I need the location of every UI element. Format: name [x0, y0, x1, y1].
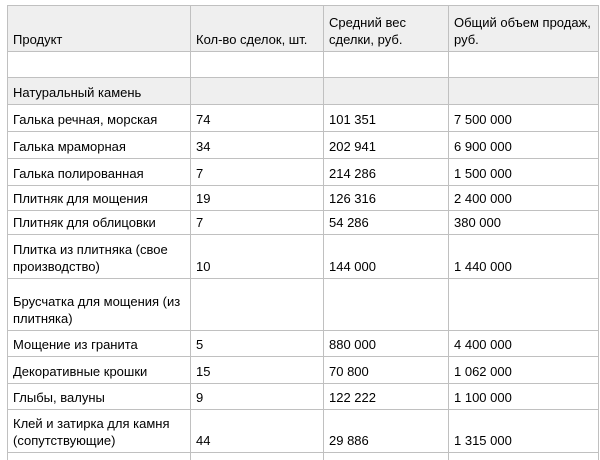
- total-sales-cell: 1 100 000: [449, 384, 599, 410]
- empty-cell: [191, 78, 324, 105]
- avg-deal-cell: 214 286: [324, 159, 449, 186]
- table-row: [8, 186, 599, 211]
- deals-cell: 10: [191, 235, 324, 279]
- deals-cell: 15: [191, 357, 324, 384]
- total-sales-cell: 1 500 000: [449, 159, 599, 186]
- section-header-cell: Натуральный камень: [8, 78, 191, 105]
- section-header-row: [8, 78, 599, 105]
- deals-cell: 7: [191, 211, 324, 235]
- product-cell: Галька речная, морская: [8, 105, 191, 132]
- deals-cell: 5: [191, 331, 324, 357]
- avg-deal-cell: 54 286: [324, 211, 449, 235]
- table-row: [8, 357, 599, 384]
- avg-deal-cell: [324, 279, 449, 331]
- deals-cell: 19: [191, 186, 324, 211]
- empty-cell: [324, 453, 449, 460]
- table-row: [8, 279, 599, 331]
- deals-cell: [191, 279, 324, 331]
- table-row: [8, 235, 599, 279]
- total-sales-cell: 6 900 000: [449, 132, 599, 159]
- product-cell: Плитка из плитняка (свое производство): [8, 235, 191, 279]
- table-row: [8, 159, 599, 186]
- total-sales-cell: 1 315 000: [449, 410, 599, 453]
- deals-cell: 9: [191, 384, 324, 410]
- total-sales-cell: 380 000: [449, 211, 599, 235]
- product-cell: Галька полированная: [8, 159, 191, 186]
- product-cell: Галька мраморная: [8, 132, 191, 159]
- deals-cell: 44: [191, 410, 324, 453]
- empty-cell: [449, 78, 599, 105]
- avg-deal-cell: 70 800: [324, 357, 449, 384]
- deals-cell: 7: [191, 159, 324, 186]
- product-cell: Мощение из гранита: [8, 331, 191, 357]
- table-header-row: [8, 6, 599, 52]
- partial-row: [8, 453, 599, 460]
- table-row: [8, 331, 599, 357]
- empty-row: [8, 52, 599, 78]
- table-row: [8, 410, 599, 453]
- empty-cell: [449, 52, 599, 78]
- empty-cell: [8, 453, 191, 460]
- product-cell: Брусчатка для мощения (из плитняка): [8, 279, 191, 331]
- total-sales-cell: 7 500 000: [449, 105, 599, 132]
- product-cell: Декоративные крошки: [8, 357, 191, 384]
- product-cell: Глыбы, валуны: [8, 384, 191, 410]
- empty-cell: [191, 453, 324, 460]
- sales-table: [7, 5, 599, 460]
- table-row: [8, 105, 599, 132]
- deals-cell: 74: [191, 105, 324, 132]
- total-sales-cell: 4 400 000: [449, 331, 599, 357]
- column-header-avg-deal: Средний вес сделки, руб.: [324, 6, 449, 52]
- empty-cell: [449, 453, 599, 460]
- total-sales-cell: 1 440 000: [449, 235, 599, 279]
- avg-deal-cell: 202 941: [324, 132, 449, 159]
- product-cell: Клей и затирка для камня (сопутствующие): [8, 410, 191, 453]
- deals-cell: 34: [191, 132, 324, 159]
- total-sales-cell: 1 062 000: [449, 357, 599, 384]
- column-header-total-sales: Общий объем продаж, руб.: [449, 6, 599, 52]
- avg-deal-cell: 101 351: [324, 105, 449, 132]
- avg-deal-cell: 144 000: [324, 235, 449, 279]
- table-row: [8, 211, 599, 235]
- total-sales-cell: 2 400 000: [449, 186, 599, 211]
- empty-cell: [8, 52, 191, 78]
- empty-cell: [324, 78, 449, 105]
- product-cell: Плитняк для мощения: [8, 186, 191, 211]
- avg-deal-cell: 126 316: [324, 186, 449, 211]
- table-row: [8, 132, 599, 159]
- empty-cell: [191, 52, 324, 78]
- product-cell: Плитняк для облицовки: [8, 211, 191, 235]
- table-row: [8, 384, 599, 410]
- column-header-product: Продукт: [8, 6, 191, 52]
- total-sales-cell: [449, 279, 599, 331]
- avg-deal-cell: 880 000: [324, 331, 449, 357]
- avg-deal-cell: 29 886: [324, 410, 449, 453]
- column-header-deals-count: Кол-во сделок, шт.: [191, 6, 324, 52]
- empty-cell: [324, 52, 449, 78]
- avg-deal-cell: 122 222: [324, 384, 449, 410]
